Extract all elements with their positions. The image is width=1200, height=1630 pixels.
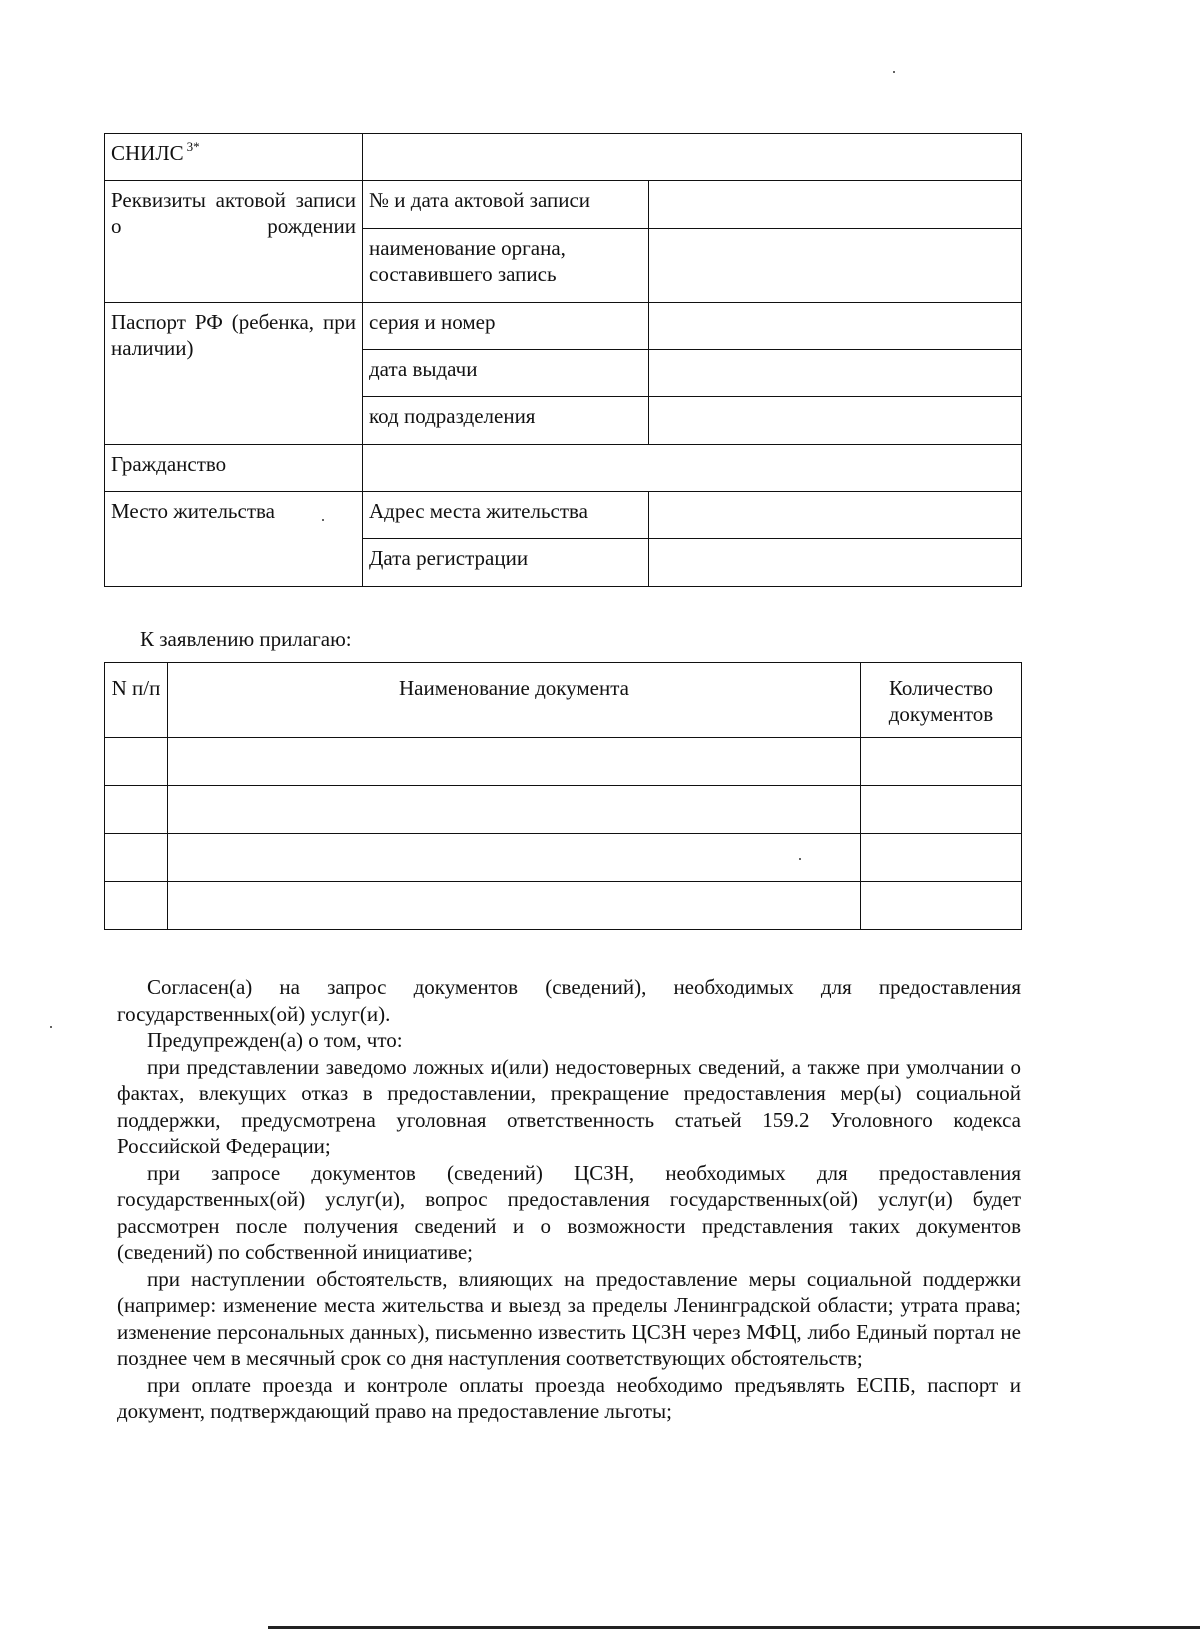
snils-label: СНИЛС [111, 141, 184, 165]
consent-text-block [117, 974, 1021, 1425]
warning-intro: Предупрежден(а) о том, что: [147, 1028, 403, 1052]
scan-speck [322, 519, 324, 521]
residence-label: Место жительства [105, 492, 363, 587]
row-document-count-input[interactable] [861, 882, 1022, 930]
row-document-name-input[interactable] [168, 834, 861, 882]
passport-label: Паспорт РФ (ребенка, при наличии) [111, 310, 356, 360]
scan-speck [799, 858, 801, 860]
attachments-intro: К заявлению прилагаю: [140, 627, 352, 651]
column-header-document-name: Наименование документа [168, 663, 861, 738]
row-document-name-input[interactable] [168, 786, 861, 834]
row-document-count-input[interactable] [861, 786, 1022, 834]
snils-footnote-mark: 3* [186, 139, 200, 154]
column-header-document-count: Количество документов [861, 663, 1022, 738]
attached-documents-table [104, 662, 1022, 930]
snils-label-cell [105, 134, 363, 181]
residence-address-input[interactable] [649, 492, 1022, 539]
warning-paragraph: при представлении заведомо ложных и(или) недостоверных сведений, а также при умолчании о фактах, влекущих отказ в предоставлении, прекращение предоставления мер(ы) социальной поддержки, предусмотрена уголовная ответственность статьей 159.2 Уголовного кодекса Российской Федерации; [117, 1054, 1021, 1158]
page-bottom-edge-line [268, 1626, 1200, 1629]
warning-paragraph: при наступлении обстоятельств, влияющих на предоставление меры социальной поддержки (например: изменение места жительства и выезд за пределы Ленинградской области; утрата права; изменение персональных данных), письменно известить ЦСЗН через МФЦ, либо Единый портал не позднее чем в месячный срок со дня наступления соответствующих обстоятельств; [117, 1266, 1021, 1370]
citizenship-input[interactable] [363, 445, 1022, 492]
birth-record-authority-label: наименование органа, составившего запись [363, 229, 649, 303]
table-row [105, 786, 1022, 834]
passport-division-code-input[interactable] [649, 397, 1022, 445]
passport-issue-date-label: дата выдачи [363, 350, 649, 397]
row-document-count-input[interactable] [861, 738, 1022, 786]
birth-record-authority-input[interactable] [649, 229, 1022, 303]
birth-record-label-cell [105, 181, 363, 303]
warning-paragraph: при запросе документов (сведений) ЦСЗН, необходимых для предоставления государственных(ой) услуг(и), вопрос предоставления государственных(ой) услуг(и) будет рассмотрен после получения сведений и о возможности представления таких документов (сведений) по собственной инициативе; [117, 1160, 1021, 1264]
row-number-input[interactable] [105, 738, 168, 786]
citizenship-label: Гражданство [105, 445, 363, 492]
residence-address-label: Адрес места жительства [363, 492, 649, 539]
row-number-input[interactable] [105, 834, 168, 882]
row-document-name-input[interactable] [168, 738, 861, 786]
column-header-number: N п/п [105, 663, 168, 738]
passport-division-code-label: код подразделения [363, 397, 649, 445]
applicant-info-table [104, 133, 1022, 587]
table-row [105, 882, 1022, 930]
table-row [105, 834, 1022, 882]
birth-record-label: Реквизиты актовой записи о рождении [111, 188, 356, 238]
row-document-count-input[interactable] [861, 834, 1022, 882]
table-row [105, 738, 1022, 786]
passport-issue-date-input[interactable] [649, 350, 1022, 397]
row-document-name-input[interactable] [168, 882, 861, 930]
row-number-input[interactable] [105, 882, 168, 930]
warning-paragraph: при оплате проезда и контроле оплаты проезда необходимо предъявлять ЕСПБ, паспорт и документ, подтверждающий право на предоставление льготы; [117, 1372, 1021, 1423]
consent-paragraph: Согласен(а) на запрос документов (сведений), необходимых для предоставления государственных(ой) услуг(и). [117, 975, 1021, 1026]
registration-date-input[interactable] [649, 539, 1022, 587]
passport-series-number-label: серия и номер [363, 303, 649, 350]
row-number-input[interactable] [105, 786, 168, 834]
snils-input-cell[interactable] [363, 134, 1022, 181]
birth-record-number-date-label: № и дата актовой записи [363, 181, 649, 229]
registration-date-label: Дата регистрации [363, 539, 649, 587]
scan-speck [50, 1026, 52, 1028]
passport-label-cell [105, 303, 363, 445]
birth-record-number-date-input[interactable] [649, 181, 1022, 229]
scan-speck [893, 71, 895, 73]
passport-series-number-input[interactable] [649, 303, 1022, 350]
